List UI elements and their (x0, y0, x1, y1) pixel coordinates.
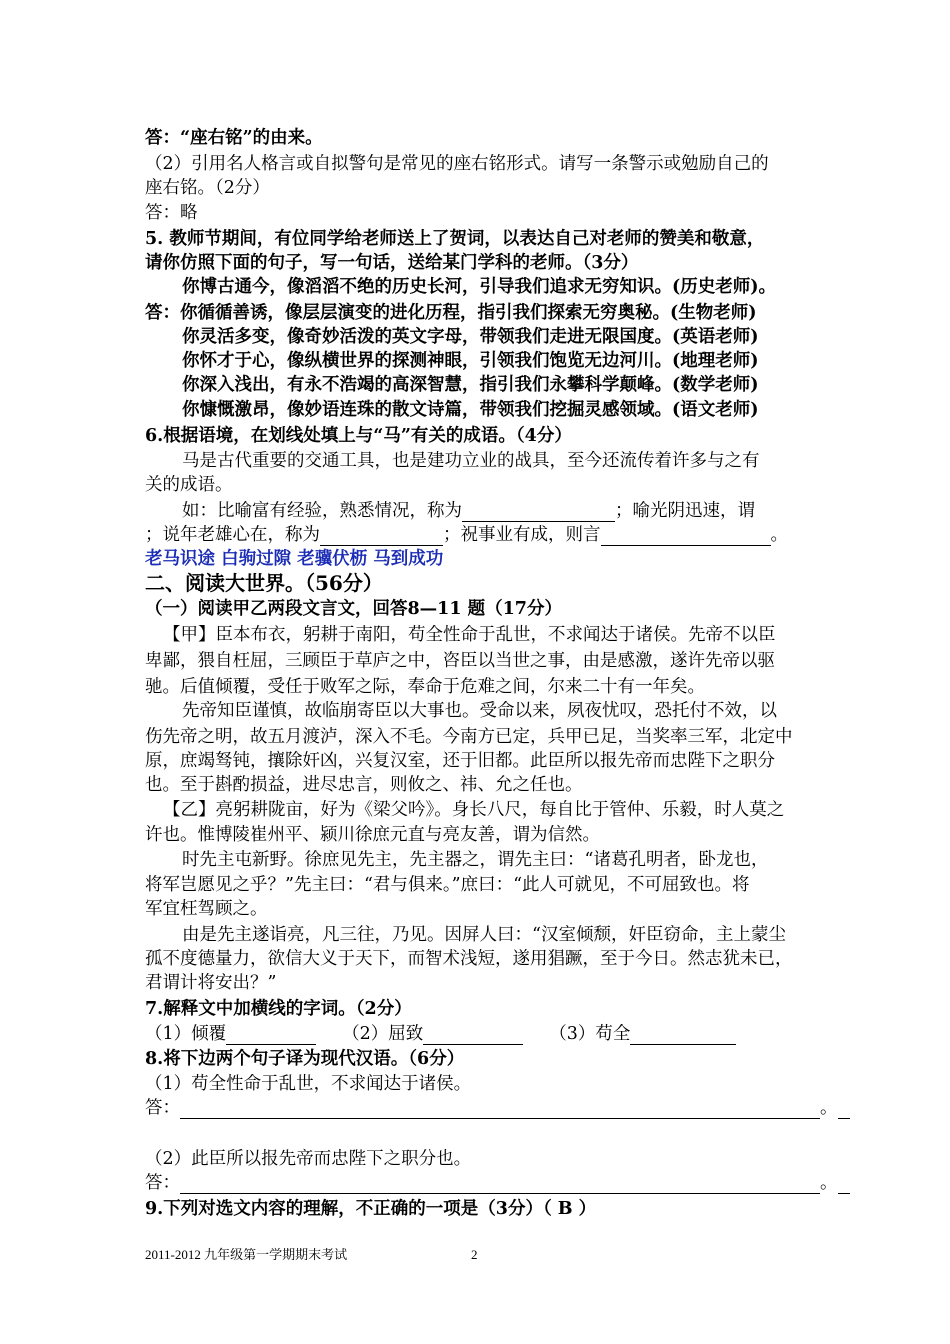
question-7-title: 7.解释文中加横线的字词。（2分） (145, 999, 412, 1019)
passage-b-line-3: 时先主屯新野。徐庶见先主，先主器之，谓先主曰：“诸葛孔明者，卧龙也， (182, 850, 769, 870)
question-6-context-cont: 关的成语。 (145, 475, 233, 495)
question-7-items (145, 1023, 736, 1045)
answer-blank-q8-1[interactable] (180, 1100, 820, 1119)
question-5-title: 5. 教师节期间，有位同学给老师送上了贺词，以表达自己对老师的赞美和敬意， (145, 229, 765, 249)
answer-blank-1[interactable] (462, 503, 615, 522)
answer-5-geography: 你怀才于心，像纵横世界的探测神眼，引领我们饱览无边河川。(地理老师) (182, 351, 759, 371)
question-5-example: 你博古通今，像滔滔不绝的历史长河，引导我们追求无穷知识。(历史老师)。 (182, 277, 777, 297)
answer-blank-4[interactable] (601, 527, 771, 546)
question-7-item-1: （1）倾覆 (145, 1024, 227, 1044)
answer-omitted: 答：略 (145, 203, 198, 223)
subsection-1-heading: （一）阅读甲乙两段文言文，回答8—11 题（17分） (145, 599, 562, 619)
passage-a-line-6: 原，庶竭驽钝，攘除奸凶，兴复汉室，还于旧都。此臣所以报先帝而忠陛下之职分 (145, 751, 775, 771)
question-6-context: 马是古代重要的交通工具，也是建功立业的战具，至今还流传着许多与之有 (182, 451, 760, 471)
passage-a-line-2: 卑鄙，猥自枉屈，三顾臣于草庐之中，咨臣以当世之事，由是感激，遂许先帝以驱 (145, 651, 775, 671)
question-4-2-text: （2）引用名人格言或自拟警句是常见的座右铭形式。请写一条警示或勉励自己的 (145, 154, 769, 174)
passage-a-line-1: 【甲】臣本布衣，躬耕于南阳，苟全性命于乱世，不求闻达于诸侯。先帝不以臣 (163, 625, 776, 645)
question-5-title-cont: 请你仿照下面的句子，写一句话，送给某门学科的老师。（3分） (145, 253, 639, 273)
question-6-title: 6.根据语境，在划线处填上与“马”有关的成语。（4分） (145, 426, 572, 446)
question-6-prompt-c: ；说年老雄心在，称为 (145, 525, 320, 545)
footer-page-number: 2 (471, 1247, 478, 1262)
passage-b-line-7: 孤不度德量力，欲信大义于天下，而智术浅短，遂用猖蹶，至于今日。然志犹未已， (145, 949, 793, 969)
passage-b-line-2: 许也。惟博陵崔州平、颍川徐庶元直与亮友善，谓为信然。 (145, 825, 600, 845)
answer-line-8-2: 答： 。 (145, 1172, 850, 1194)
question-4-2-text-cont: 座右铭。（2分） (145, 178, 270, 198)
passage-b-line-5: 军宜枉驾顾之。 (145, 899, 268, 919)
passage-a-line-4: 先帝知臣谨慎，故临崩寄臣以大事也。受命以来，夙夜忧叹，恐托付不效，以 (182, 701, 777, 721)
answer-5-chinese: 你慷慨激昂，像妙语连珠的散文诗篇，带领我们挖掘灵感领域。(语文老师) (182, 400, 759, 420)
answer-blank-q7-2[interactable] (423, 1026, 523, 1045)
answer-5-english: 你灵活多变，像奇妙活泼的英文字母，带领我们走进无限国度。(英语老师) (182, 327, 759, 347)
answer-blank-q7-1[interactable] (226, 1026, 316, 1045)
question-6-prompt-b: ；喻光阴迅速，谓 (615, 501, 755, 521)
question-6-prompt-d: ；祝事业有成，则言 (443, 525, 601, 545)
answer-origin-line: 答：“座右铭”的由来。 (145, 128, 323, 148)
question-6-blanks-line-2: ；说年老雄心在，称为 ；祝事业有成，则言 。 (145, 525, 788, 545)
passage-b-line-8: 君谓计将安出？” (145, 973, 277, 993)
question-6-prompt-a: 如：比喻富有经验，熟悉情况，称为 (182, 501, 462, 521)
answer-5-math: 你深入浅出，有永不浩竭的高深智慧，指引我们永攀科学颠峰。(数学老师) (182, 375, 759, 395)
answer-6-idioms: 老马识途 白驹过隙 老骥伏枥 马到成功 (145, 549, 444, 569)
footer-exam-name: 2011-2012 九年级第一学期期末考试 (145, 1247, 348, 1262)
answer-line-8-1: 答： 。 (145, 1097, 850, 1119)
question-6-blanks-line-1 (182, 500, 755, 522)
question-8-title: 8.将下边两个句子译为现代汉语。（6分） (145, 1049, 465, 1069)
section-2-heading: 二、阅读大世界。（56分） (145, 571, 383, 595)
answer-blank-3[interactable] (320, 527, 443, 546)
passage-a-line-3: 驰。后值倾覆，受任于败军之际，奉命于危难之间，尔来二十有一年矣。 (145, 677, 705, 697)
passage-b-line-6: 由是先主遂诣亮，凡三往，乃见。因屏人曰：“汉室倾颓，奸臣窃命，主上蒙尘 (182, 925, 786, 945)
question-8-sentence-2: （2）此臣所以报先帝而忠陛下之职分也。 (145, 1149, 472, 1169)
passage-b-line-1: 【乙】亮躬耕陇亩，好为《梁父吟》。身长八尺，每自比于管仲、乐毅，时人莫之 (163, 800, 785, 820)
answer-blank-q8-2[interactable] (180, 1175, 820, 1194)
question-7-item-2: （2）屈致 (342, 1024, 424, 1044)
question-7-item-3: （3）苟全 (549, 1024, 631, 1044)
passage-b-line-4: 将军岂愿见之乎？”先主曰：“君与俱来。”庶曰：“此人可就见，不可屈致也。将 (145, 875, 750, 895)
answer-5-biology: 答：你循循善诱，像层层演变的进化历程，指引我们探索无穷奥秘。(生物老师) (145, 303, 757, 323)
question-9-title: 9.下列对选文内容的理解，不正确的一项是（3分）（ B ） (145, 1199, 597, 1219)
passage-a-line-5: 伤先帝之明，故五月渡泸，深入不毛。今南方已定，兵甲已足，当奖率三军，北定中 (145, 727, 793, 747)
question-8-sentence-1: （1）苟全性命于乱世，不求闻达于诸侯。 (145, 1074, 472, 1094)
answer-blank-q7-3[interactable] (630, 1026, 736, 1045)
passage-a-line-7: 也。至于斟酌损益，进尽忠言，则攸之、祎、允之任也。 (145, 775, 583, 795)
